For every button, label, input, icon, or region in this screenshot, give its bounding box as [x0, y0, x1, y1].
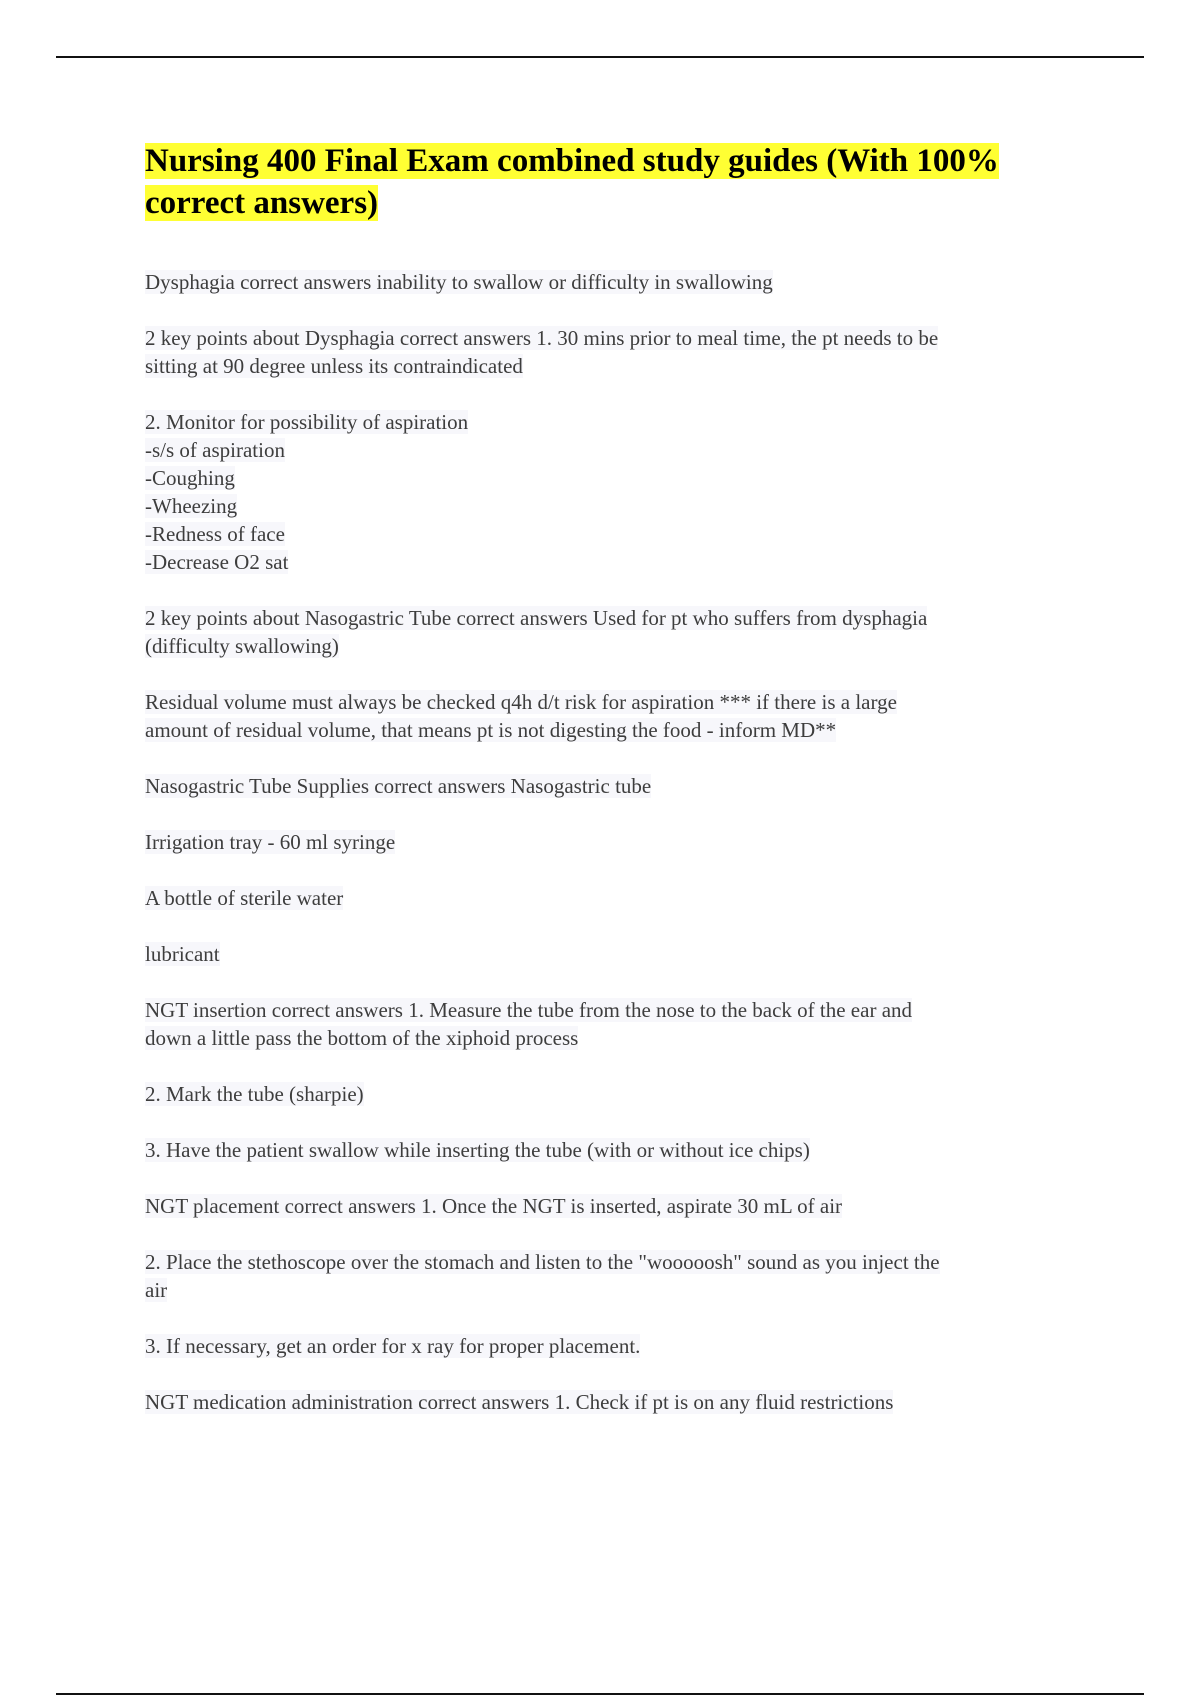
- paragraph-line: [145, 492, 1090, 520]
- paragraph-line-text: -Redness of face: [145, 522, 285, 546]
- paragraph: [145, 1080, 1090, 1108]
- paragraph-line: [145, 436, 1090, 464]
- paragraph-line: [145, 408, 1090, 436]
- paragraph-line: [145, 940, 1090, 968]
- paragraph-line: [145, 324, 1090, 352]
- paragraph: [145, 828, 1090, 856]
- paragraph-line: [145, 716, 1090, 744]
- paragraph-line-text: -Wheezing: [145, 494, 238, 518]
- paragraph-line: [145, 884, 1090, 912]
- paragraph-line-text: 2 key points about Nasogastric Tube correct answers Used for pt who suffers from dysphagia: [145, 606, 928, 630]
- paragraph-line-text: Dysphagia correct answers inability to swallow or difficulty in swallowing: [145, 270, 773, 294]
- paragraph-line: [145, 1248, 1090, 1276]
- paragraph-line-text: 3. If necessary, get an order for x ray for proper placement.: [145, 1334, 641, 1358]
- paragraph-line: [145, 604, 1090, 632]
- paragraph-line: [145, 1136, 1090, 1164]
- paragraph-line-text: -Decrease O2 sat: [145, 550, 289, 574]
- paragraph-line-text: -Coughing: [145, 466, 235, 490]
- paragraph-line: [145, 352, 1090, 380]
- paragraph-line: [145, 632, 1090, 660]
- paragraph-line-text: 2. Place the stethoscope over the stomach and listen to the "wooooosh" sound as you inject the: [145, 1250, 940, 1274]
- document-body: [145, 268, 1090, 1416]
- paragraph-line: [145, 548, 1090, 576]
- paragraph-line-text: 2. Mark the tube (sharpie): [145, 1082, 364, 1106]
- top-rule: [56, 56, 1144, 58]
- paragraph-line: [145, 464, 1090, 492]
- paragraph-line-text: 3. Have the patient swallow while inserting the tube (with or without ice chips): [145, 1138, 810, 1162]
- paragraph: [145, 1136, 1090, 1164]
- paragraph-line-text: 2. Monitor for possibility of aspiration: [145, 410, 469, 434]
- paragraph-line: [145, 828, 1090, 856]
- paragraph-line-text: 2 key points about Dysphagia correct answers 1. 30 mins prior to meal time, the pt needs to be: [145, 326, 939, 350]
- paragraph-line: [145, 1192, 1090, 1220]
- paragraph: [145, 940, 1090, 968]
- paragraph: [145, 772, 1090, 800]
- paragraph-line-text: NGT medication administration correct answers 1. Check if pt is on any fluid restrictions: [145, 1390, 894, 1414]
- paragraph: [145, 268, 1090, 296]
- paragraph: [145, 1388, 1090, 1416]
- paragraph: [145, 688, 1090, 744]
- paragraph: [145, 1332, 1090, 1360]
- paragraph-line: [145, 772, 1090, 800]
- paragraph-line-text: A bottle of sterile water: [145, 886, 344, 910]
- paragraph-line-text: (difficulty swallowing): [145, 634, 339, 658]
- paragraph-line-text: lubricant: [145, 942, 220, 966]
- paragraph-line-text: Nasogastric Tube Supplies correct answers Nasogastric tube: [145, 774, 652, 798]
- paragraph: [145, 408, 1090, 576]
- paragraph-line: [145, 1024, 1090, 1052]
- paragraph-line: [145, 1276, 1090, 1304]
- bottom-rule: [56, 1693, 1144, 1695]
- paragraph-line: [145, 1388, 1090, 1416]
- paragraph-line: [145, 996, 1090, 1024]
- paragraph-line-text: down a little pass the bottom of the xiphoid process: [145, 1026, 579, 1050]
- paragraph-line-text: -s/s of aspiration: [145, 438, 285, 462]
- document-title: [145, 140, 1090, 224]
- paragraph-line: [145, 688, 1090, 716]
- paragraph-line: [145, 1080, 1090, 1108]
- paragraph-line-text: sitting at 90 degree unless its contraindicated: [145, 354, 523, 378]
- paragraph: [145, 1248, 1090, 1304]
- paragraph-line-text: Residual volume must always be checked q4h d/t risk for aspiration *** if there is a large: [145, 690, 897, 714]
- paragraph: [145, 324, 1090, 380]
- paragraph-line-text: NGT insertion correct answers 1. Measure the tube from the nose to the back of the ear and: [145, 998, 913, 1022]
- paragraph: [145, 884, 1090, 912]
- document-title-text: Nursing 400 Final Exam combined study guides (With 100% correct answers): [145, 143, 999, 221]
- paragraph-line: [145, 1332, 1090, 1360]
- paragraph-line-text: air: [145, 1278, 168, 1302]
- paragraph-line-text: NGT placement correct answers 1. Once the NGT is inserted, aspirate 30 mL of air: [145, 1194, 843, 1218]
- document-page: [145, 140, 1090, 1444]
- paragraph-line-text: Irrigation tray - 60 ml syringe: [145, 830, 396, 854]
- paragraph: [145, 996, 1090, 1052]
- paragraph-line: [145, 268, 1090, 296]
- paragraph-line-text: amount of residual volume, that means pt is not digesting the food - inform MD**: [145, 718, 837, 742]
- paragraph: [145, 604, 1090, 660]
- paragraph: [145, 1192, 1090, 1220]
- paragraph-line: [145, 520, 1090, 548]
